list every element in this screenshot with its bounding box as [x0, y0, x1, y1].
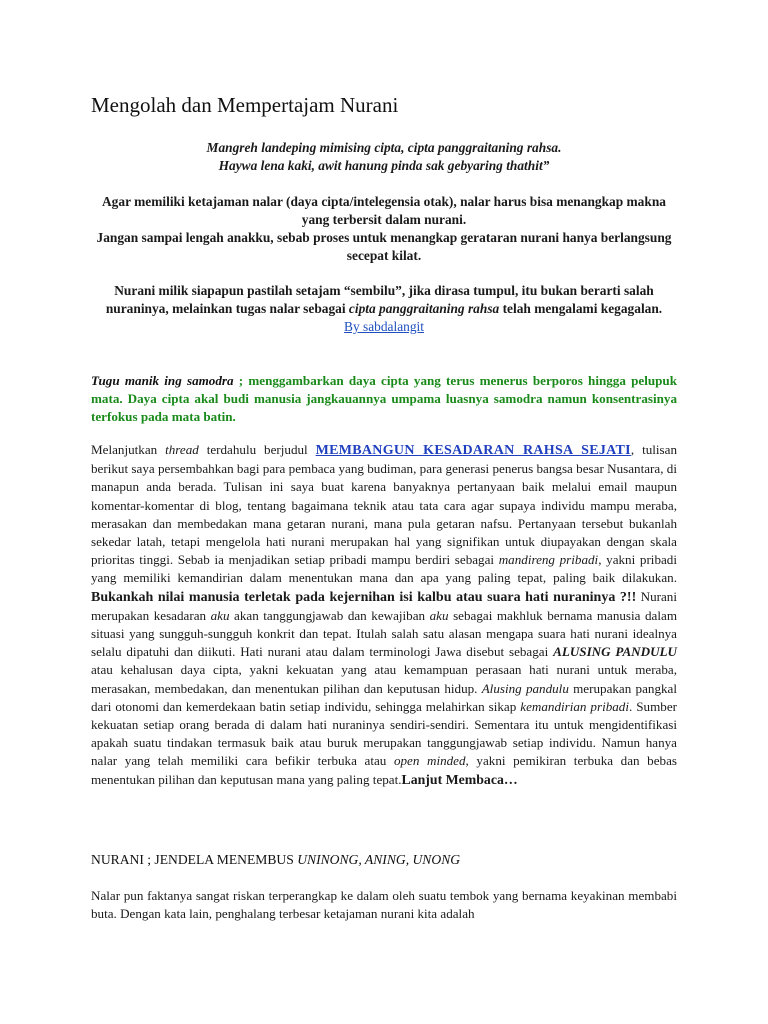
quote-line-2: Haywa lena kaki, awit hanung pinda sak gebyaring thathit”: [218, 158, 550, 173]
body-text: Melanjutkan: [91, 442, 166, 457]
mandireng-phrase: mandireng pribadi: [498, 552, 599, 568]
body-text: akan tanggungjawab dan kewajiban: [229, 607, 430, 623]
read-more-link[interactable]: Lanjut Membaca…: [401, 771, 518, 787]
section-heading-italic: UNINONG, ANING, UNONG: [297, 852, 461, 867]
tugu-rest: ; menggambarkan daya cipta yang terus menerus berporos hingga pelupuk mata. Daya cipta akal budi manusia jangkauannya umpama luasnya samodra namun konsentrasinya terfokus pada mata batin.: [91, 373, 677, 425]
nurani-paragraph: [91, 282, 677, 336]
thread-word: thread: [165, 442, 199, 457]
body-text: , yakni pemikiran terbuka dan bebas menentukan pilihan dan keputusan mana yang paling tepat.: [91, 753, 677, 787]
body-text: merupakan pangkal dari otonomi dan kemerdekaan batin setiap individu, sehingga melahirkan sikap: [91, 680, 677, 714]
main-body-paragraph: [91, 441, 677, 789]
tugu-paragraph: [91, 372, 677, 427]
body-text: Nurani merupakan kesadaran: [91, 588, 677, 623]
body-text: , tulisan berikut saya persembahkan bagi para pembaca yang budiman, para generasi penerus bangsa besar Nusantara, di manapun anda berada. Tulisan ini saya buat karena banyaknya pertanyaan baik melalui email maupun komentar-komentar di blog, tentang bagaimana teknik atau tata cara agar supaya individu mampu meraba, merasakan dan membedakan mana getaran nurani, mana pula getaran nafsu. Pertanyaan tersebut bukanlah sekedar latah, tetapi mengelola hati nurani merupakan hal yang signifikan untuk diupayakan dengan skala prioritas tinggi. Sebab ia menjadikan setiap pribadi mampu berdiri sebagai: [91, 442, 677, 568]
cipta-phrase: cipta panggraitaning rahsa: [348, 301, 500, 316]
aku-word: aku: [210, 607, 230, 623]
author-link[interactable]: By sabdalangit: [344, 319, 424, 334]
aku-word: aku: [429, 607, 449, 623]
body-text: sebagai makhluk bernama manusia dalam situasi yang sungguh-sungguh konkrit dan tepat. Itulah salah satu alasan mengapa suara hati nurani idealnya selalu dipatuhi dan diikuti. Hati nurani atau dalam terminologi Jawa disebut sebagai: [91, 607, 678, 660]
alusing-pandulu: Alusing pandulu: [481, 680, 569, 696]
open-minded-phrase: open minded: [393, 753, 466, 769]
alusing-pandulu-caps: ALUSING PANDULU: [553, 644, 677, 660]
bold-question: Bukankah nilai manusia terletak pada kejernihan isi kalbu atau suara hati nuraninya ?!!: [91, 589, 637, 605]
body-text: , yakni pribadi yang memiliki kemandirian dalam menentukan mana dan apa yang paling tepat, paling baik dilakukan.: [91, 552, 677, 586]
tugu-lead: Tugu manik ing samodra: [91, 373, 234, 388]
previous-article-link[interactable]: MEMBANGUN KESADARAN RAHSA SEJATI: [315, 443, 631, 458]
nurani-text-b: telah mengalami kegagalan.: [499, 301, 663, 316]
javanese-quote: [91, 139, 677, 175]
nurani-text-a: Nurani milik siapapun pastilah setajam “sembilu”, jika dirasa tumpul, itu bukan berarti salah nuraninya, melainkan tugas nalar sebagai: [105, 283, 654, 316]
section-heading-lead: NURANI ; JENDELA MENEMBUS: [91, 852, 298, 867]
intro-line-1: Agar memiliki ketajaman nalar (daya cipta/intelegensia otak), nalar harus bisa menangkap makna yang terbersit dalam nurani.: [102, 194, 666, 227]
section-heading: [91, 852, 460, 868]
body-text: . Sumber kekuatan setiap orang berada di dalam hati nuraninya sendiri-sendiri. Sementara itu untuk mengidentifikasi apakah suatu tindakan termasuk baik atau buruk merupakan tanggungjawab setiap individu. Namun hanya nalar yang telah memiliki cara befikir terbuka atau: [91, 698, 677, 769]
body-text: atau kehalusan daya cipta, yakni kekuatan yang atau kemampuan perasaan hati nurani untuk meraba, merasakan, membedakan, dan menentukan pilihan dan keputusan hidup.: [91, 662, 677, 696]
body-text: terdahulu berjudul: [198, 442, 316, 457]
intro-paragraph: [91, 193, 677, 265]
intro-line-2: Jangan sampai lengah anakku, sebab proses untuk menangkap gerataran nurani hanya berlangsung secepat kilat.: [96, 230, 672, 263]
page-title: Mengolah dan Mempertajam Nurani: [91, 93, 399, 117]
kemandirian-phrase: kemandirian pribadi: [520, 698, 629, 714]
nalar-paragraph: Nalar pun faktanya sangat riskan terperangkap ke dalam oleh suatu tembok yang bernama keyakinan membabi buta. Dengan kata lain, penghalang terbesar ketajaman nurani kita adalah: [91, 888, 677, 922]
quote-line-1: Mangreh landeping mimising cipta, cipta panggraitaning rahsa.: [206, 140, 562, 155]
